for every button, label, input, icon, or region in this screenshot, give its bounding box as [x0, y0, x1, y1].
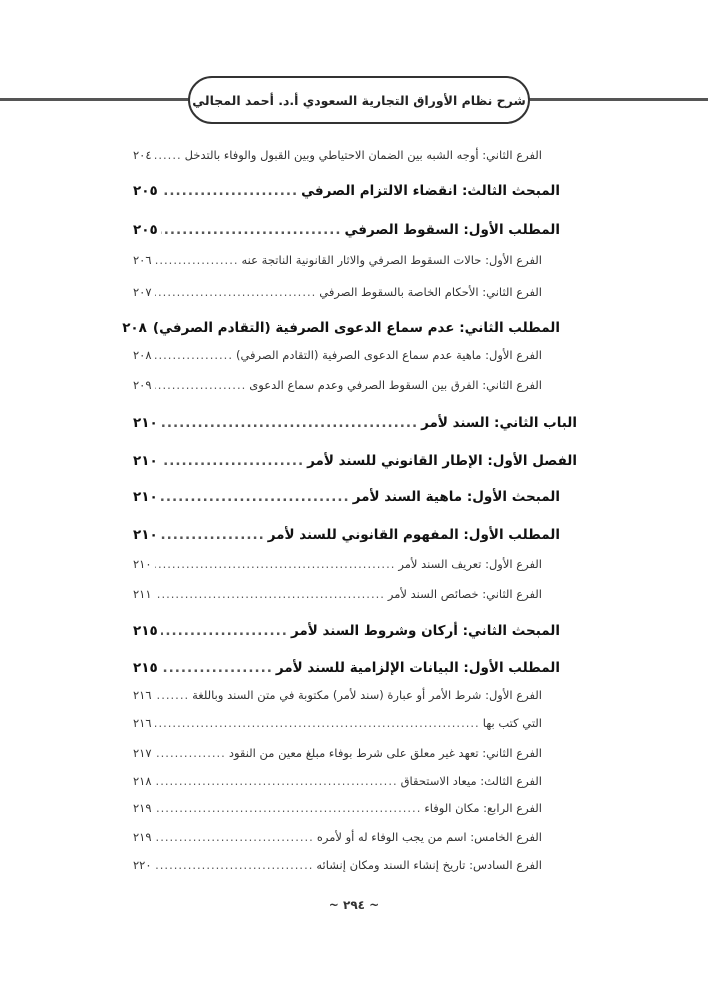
toc-entry — [133, 148, 542, 162]
toc-entry-title: المطلب الأول: السقوط الصرفي — [344, 222, 560, 238]
toc-entry-page: ٢٢٠ — [133, 858, 152, 872]
running-header — [188, 76, 530, 124]
toc-entry-title: الفرع الأول: شرط الأمر أو عبارة (سند لأمر) مكتوبة في متن السند وباللغة — [192, 688, 542, 702]
dot-leader — [155, 557, 396, 571]
toc-entry — [133, 453, 577, 469]
dot-leader — [161, 415, 418, 431]
toc-entry — [133, 489, 560, 505]
dot-leader — [155, 830, 314, 844]
toc-entry — [133, 348, 542, 362]
toc-entry-page: ٢٠٦ — [133, 253, 152, 267]
toc-entry-title: الفرع الخامس: اسم من يجب الوفاء له أو لأمره — [316, 830, 542, 844]
toc-entry-page: ٢١٦ — [133, 716, 152, 730]
toc-entry — [133, 253, 542, 267]
toc-entry-page: ٢١٩ — [133, 801, 152, 815]
toc-entry-page: ٢٠٨ — [133, 348, 152, 362]
toc-entry — [133, 830, 542, 844]
toc-entry-title: المبحث الأول: ماهية السند لأمر — [352, 489, 560, 505]
toc-entry — [133, 716, 542, 730]
toc-entry-page: ٢١٦ — [133, 688, 152, 702]
header-title: شرح نظام الأوراق التجارية السعودي أ.د. أحمد المجالي — [192, 92, 526, 108]
toc-entry-page: ٢٠٥ — [133, 183, 158, 199]
toc-entry-title: المطلب الأول: البيانات الإلزامية للسند لأمر — [275, 660, 560, 676]
toc-entry — [133, 858, 542, 872]
dot-leader — [161, 183, 298, 199]
toc-entry-title: المبحث الثاني: أركان وشروط السند لأمر — [290, 623, 560, 639]
toc-entry-title: الفرع الثالث: ميعاد الاستحقاق — [400, 774, 542, 788]
dot-leader — [161, 222, 342, 238]
toc-entry — [133, 183, 560, 199]
toc-entry — [133, 801, 542, 815]
dot-leader — [161, 527, 265, 543]
toc-entry-page: ٢١٠ — [133, 557, 152, 571]
toc-entry — [133, 285, 542, 299]
toc-entry-title: المبحث الثالث: انقضاء الالتزام الصرفي — [301, 183, 560, 199]
dot-leader — [155, 774, 398, 788]
toc-entry — [122, 320, 560, 336]
toc-entry — [133, 557, 542, 571]
dot-leader — [155, 587, 385, 601]
toc-entry-title: الفرع الثاني: أوجه الشبه بين الضمان الاحتياطي وبين القبول والوفاء بالتدخل — [184, 148, 542, 162]
dot-leader — [161, 660, 273, 676]
toc-entry-title: المطلب الأول: المفهوم القانوني للسند لأمر — [267, 527, 560, 543]
toc-entry-title: الباب الثاني: السند لأمر — [421, 415, 577, 431]
dot-leader — [155, 858, 314, 872]
dot-leader — [161, 453, 304, 469]
toc-entry — [133, 660, 560, 676]
dot-leader — [155, 148, 182, 162]
toc-entry — [133, 774, 542, 788]
toc-entry-title: الفرع الثاني: خصائص السند لأمر — [387, 587, 542, 601]
toc-entry-page: ٢١٠ — [133, 527, 158, 543]
toc-entry-title: الفرع الثاني: الفرق بين السقوط الصرفي وعدم سماع الدعوى — [249, 378, 542, 392]
toc-entry-title: الفرع السادس: تاريخ إنشاء السند ومكان إنشائه — [316, 858, 542, 872]
toc-entry-page: ٢١٠ — [133, 453, 158, 469]
toc-entry-title: الفصل الأول: الإطار القانوني للسند لأمر — [307, 453, 577, 469]
toc-entry-title: الفرع الأول: حالات السقوط الصرفي والاثار القانونية الناتجة عنه — [241, 253, 542, 267]
toc-entry-page: ٢١٠ — [133, 415, 158, 431]
dot-leader — [155, 716, 480, 730]
toc-entry-page: ٢١٨ — [133, 774, 152, 788]
toc-entry-page: ٢١٥ — [133, 660, 158, 676]
toc-entry — [133, 378, 542, 392]
toc-entry-page: ٢١٥ — [133, 623, 158, 639]
dot-leader — [155, 253, 239, 267]
toc-entry-title: التي كتب بها — [482, 716, 542, 730]
toc-entry — [133, 746, 542, 760]
toc-entry-page: ٢٠٨ — [122, 320, 147, 336]
toc-entry — [133, 222, 560, 238]
toc-entry-page: ٢١٧ — [133, 746, 152, 760]
toc-entry — [133, 688, 542, 702]
dot-leader — [155, 746, 226, 760]
dot-leader — [155, 688, 190, 702]
toc-entry — [133, 415, 577, 431]
toc-entry-title: الفرع الأول: ماهية عدم سماع الدعوى الصرفية (التقادم الصرفي) — [235, 348, 542, 362]
dot-leader — [155, 378, 247, 392]
dot-leader — [161, 623, 288, 639]
page-number: ~ ٢٩٤ ~ — [328, 898, 380, 912]
toc-entry-page: ٢٠٧ — [133, 285, 152, 299]
toc-entry — [133, 623, 560, 639]
toc-entry-page: ٢١١ — [133, 587, 152, 601]
toc-entry-page: ٢١٩ — [133, 830, 152, 844]
toc-entry-page: ٢٠٩ — [133, 378, 152, 392]
dot-leader — [155, 801, 422, 815]
toc-entry-title: الفرع الثاني: تعهد غير معلق على شرط بوفاء مبلغ معين من النقود — [228, 746, 542, 760]
toc-entry-page: ٢٠٤ — [133, 148, 152, 162]
toc-entry-title: الفرع الرابع: مكان الوفاء — [424, 801, 542, 815]
toc-entry-page: ٢٠٥ — [133, 222, 158, 238]
toc-entry — [133, 587, 542, 601]
toc-entry-title: الفرع الأول: تعريف السند لأمر — [398, 557, 542, 571]
dot-leader — [161, 489, 350, 505]
toc-entry-title: المطلب الثاني: عدم سماع الدعوى الصرفية (التقادم الصرفي) — [152, 320, 560, 336]
toc-entry — [133, 527, 560, 543]
toc-entry-title: الفرع الثاني: الأحكام الخاصة بالسقوط الصرفي — [319, 285, 542, 299]
dot-leader — [155, 285, 317, 299]
dot-leader — [155, 348, 233, 362]
toc-entry-page: ٢١٠ — [133, 489, 158, 505]
